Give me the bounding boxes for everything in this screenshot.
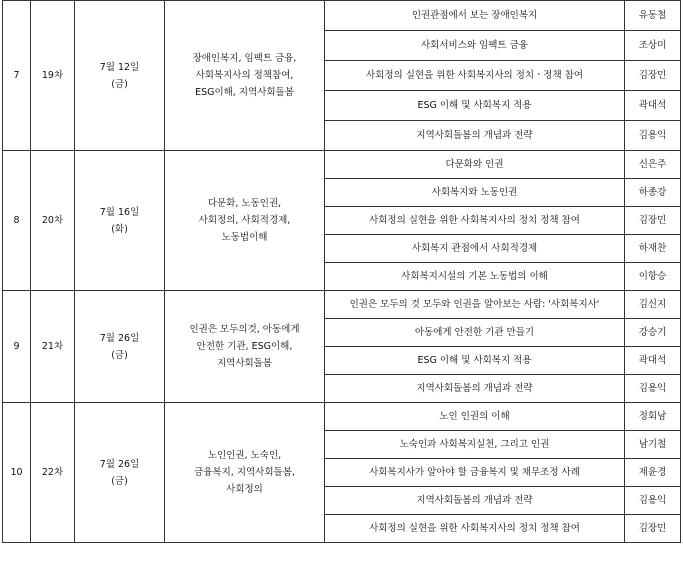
session-round: 19차: [31, 1, 75, 151]
topic-instructor: 강승기: [625, 319, 681, 347]
topic-instructor: 정회남: [625, 403, 681, 431]
topic-title: 사회복지시설의 기본 노동법의 이해: [325, 263, 625, 291]
topic-instructor: 김장민: [625, 207, 681, 235]
topic-instructor: 김장민: [625, 515, 681, 543]
session-date-weekday: (금): [111, 78, 128, 90]
session-date-day: 7월 26일: [99, 458, 140, 470]
topic-title: 사회복지사가 알아야 할 금융복지 및 채무조정 사례: [325, 459, 625, 487]
topic-instructor: 유동철: [625, 1, 681, 31]
topic-title: 지역사회돌봄의 개념과 전략: [325, 487, 625, 515]
session-date-weekday: (금): [111, 349, 128, 361]
session-theme-line: 안전한 기관, ESG이해,: [196, 341, 293, 352]
topic-title: 노숙인과 사회복지실천, 그리고 인권: [325, 431, 625, 459]
topic-instructor: 신은주: [625, 151, 681, 179]
topic-instructor: 하재찬: [625, 235, 681, 263]
topic-title: 아동에게 안전한 기관 만들기: [325, 319, 625, 347]
topic-title: 사회정의 실현을 위한 사회복지사의 정치 정책 참여: [325, 515, 625, 543]
session-theme: [165, 403, 325, 543]
topic-title: 사회복지 관점에서 사회적경제: [325, 235, 625, 263]
topic-title: 사회정의 실현을 위한 사회복지사의 정치ㆍ정책 참여: [325, 61, 625, 91]
table-row: [3, 291, 681, 319]
session-date: [75, 291, 165, 403]
session-date-day: 7월 16일: [99, 206, 140, 218]
topic-instructor: 제윤경: [625, 459, 681, 487]
session-theme-line: 지역사회돌봄: [216, 358, 273, 369]
session-date-day: 7월 26일: [99, 332, 140, 344]
topic-instructor: 곽대석: [625, 347, 681, 375]
schedule-body: [3, 1, 681, 543]
topic-instructor: 김장민: [625, 61, 681, 91]
topic-instructor: 이항승: [625, 263, 681, 291]
session-round: 22차: [31, 403, 75, 543]
session-theme: [165, 151, 325, 291]
session-theme-line: 사회정의, 사회적경제,: [198, 215, 291, 226]
session-theme-line: 장애인복지, 임팩트 금융,: [192, 53, 297, 64]
session-theme: [165, 291, 325, 403]
topic-title: 사회정의 실현을 위한 사회복지사의 정치 정책 참여: [325, 207, 625, 235]
table-row: [3, 1, 681, 31]
topic-instructor: 김신지: [625, 291, 681, 319]
session-theme-line: 인권은 모두의것, 아동에게: [189, 324, 300, 335]
topic-title: ESG 이해 및 사회복지 적용: [325, 347, 625, 375]
topic-title: 사회복지와 노동인권: [325, 179, 625, 207]
topic-title: 인권은 모두의 것 모두와 인권을 알아보는 사람: '사회복지사': [325, 291, 625, 319]
topic-title: 다문화와 인권: [325, 151, 625, 179]
session-date: [75, 1, 165, 151]
topic-title: 인권관점에서 보는 장애인복지: [325, 1, 625, 31]
table-row: [3, 403, 681, 431]
session-date-weekday: (금): [111, 475, 128, 487]
session-no: 8: [3, 151, 31, 291]
session-theme-line: 금융복지, 지역사회돌봄,: [194, 467, 295, 478]
schedule-table: [2, 0, 681, 543]
topic-instructor: 김용익: [625, 121, 681, 151]
session-date: [75, 403, 165, 543]
session-round: 21차: [31, 291, 75, 403]
topic-instructor: 김용익: [625, 487, 681, 515]
session-theme-line: 노인인권, 노숙인,: [207, 450, 282, 461]
session-no: 9: [3, 291, 31, 403]
session-round: 20차: [31, 151, 75, 291]
session-theme-line: 노동법이해: [221, 232, 268, 243]
session-theme-line: 다문화, 노동인권,: [207, 198, 282, 209]
topic-title: 지역사회돌봄의 개념과 전략: [325, 375, 625, 403]
session-date: [75, 151, 165, 291]
table-row: [3, 151, 681, 179]
topic-instructor: 김용익: [625, 375, 681, 403]
topic-instructor: 곽대석: [625, 91, 681, 121]
session-date-day: 7월 12일: [99, 61, 140, 73]
topic-instructor: 남기철: [625, 431, 681, 459]
session-no: 7: [3, 1, 31, 151]
topic-instructor: 하종강: [625, 179, 681, 207]
session-theme-line: ESG이해, 지역사회돌봄: [195, 87, 294, 98]
topic-title: 지역사회돌봄의 개념과 전략: [325, 121, 625, 151]
session-theme-line: 사회복지사의 정책참여,: [195, 70, 294, 81]
session-no: 10: [3, 403, 31, 543]
topic-title: 노인 인권의 이해: [325, 403, 625, 431]
topic-instructor: 조상미: [625, 31, 681, 61]
session-date-weekday: (화): [111, 223, 128, 235]
session-theme: [165, 1, 325, 151]
topic-title: 사회서비스와 임팩트 금융: [325, 31, 625, 61]
session-theme-line: 사회정의: [226, 484, 263, 495]
topic-title: ESG 이해 및 사회복지 적용: [325, 91, 625, 121]
